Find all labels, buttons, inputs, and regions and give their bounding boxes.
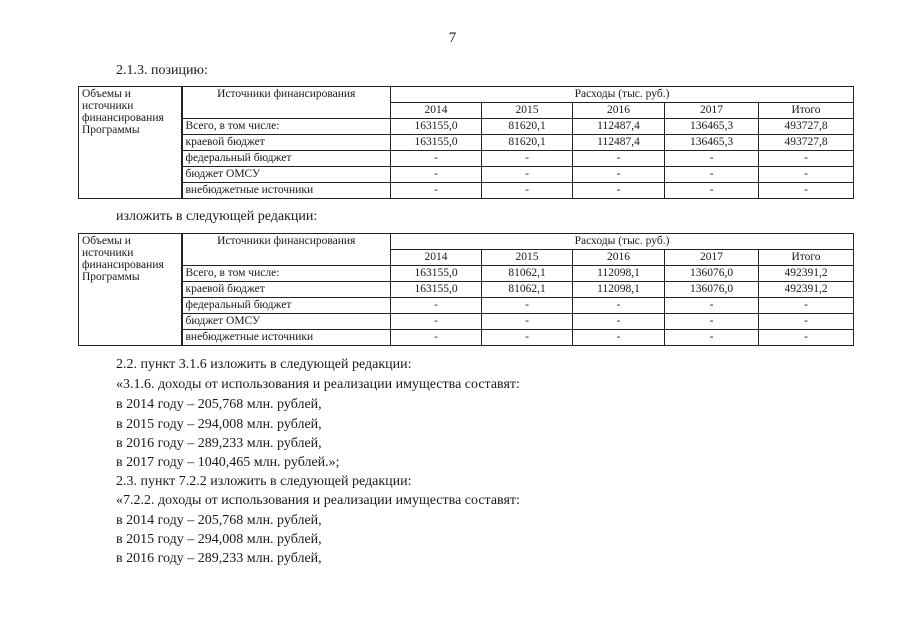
row-label: бюджет ОМСУ [182,167,391,183]
year-header: 2017 [665,250,759,266]
paragraph-line: 2.3. пункт 7.2.2 изложить в следующей редакции: [116,474,412,489]
table-row [79,183,854,199]
cell-value: - [665,151,759,167]
expense-header: Расходы (тыс. руб.) [391,234,854,250]
cell-value: - [759,183,854,199]
cell-value: - [391,330,482,346]
cell-value: 136465,3 [665,119,759,135]
cell-value: 112487,4 [573,135,665,151]
cell-value: - [573,330,665,346]
cell-value: - [759,314,854,330]
table-row [79,298,854,314]
paragraph-line: «3.1.6. доходы от использования и реализации имущества составят: [116,377,520,392]
year-header: 2017 [665,103,759,119]
cell-value: - [482,183,573,199]
paragraph-line: в 2014 году – 205,768 млн. рублей, [116,397,322,412]
paragraph-line: в 2017 году – 1040,465 млн. рублей.»; [116,455,340,470]
cell-value: 81062,1 [482,282,573,298]
row-label: бюджет ОМСУ [182,314,391,330]
cell-value: - [482,167,573,183]
source-header: Источники финансирования [182,87,391,119]
cell-value: 492391,2 [759,266,854,282]
row-label: внебюджетные источники [182,183,391,199]
row-label: краевой бюджет [182,282,391,298]
total-header: Итого [759,250,854,266]
cell-value: - [665,330,759,346]
cell-value: - [665,167,759,183]
cell-value: - [759,298,854,314]
cell-value: - [482,298,573,314]
paragraph-line: 2.2. пункт 3.1.6 изложить в следующей редакции: [116,357,412,372]
source-header: Источники финансирования [182,234,391,266]
first-col-label: Объемы и источники финансирования Программы [79,87,182,199]
cell-value: - [391,167,482,183]
table-row [79,330,854,346]
paragraph-line: в 2016 году – 289,233 млн. рублей, [116,436,322,451]
cell-value: 492391,2 [759,282,854,298]
paragraph-line: в 2015 году – 294,008 млн. рублей, [116,417,322,432]
year-header: 2015 [482,250,573,266]
cell-value: 493727,8 [759,119,854,135]
cell-value: 163155,0 [391,119,482,135]
year-header: 2014 [391,250,482,266]
row-label: федеральный бюджет [182,298,391,314]
page-number: 7 [448,30,457,46]
intro-new-edition: изложить в следующей редакции: [116,209,318,224]
row-label: федеральный бюджет [182,151,391,167]
table-row [79,266,854,282]
year-header: 2014 [391,103,482,119]
cell-value: - [573,151,665,167]
year-header: 2016 [573,250,665,266]
cell-value: - [573,167,665,183]
cell-value: 493727,8 [759,135,854,151]
table-row [79,151,854,167]
year-header: 2016 [573,103,665,119]
expense-header: Расходы (тыс. руб.) [391,87,854,103]
cell-value: 112098,1 [573,282,665,298]
table-row [79,119,854,135]
table-row [79,282,854,298]
cell-value: 81620,1 [482,135,573,151]
cell-value: - [573,183,665,199]
cell-value: - [665,183,759,199]
cell-value: 112098,1 [573,266,665,282]
row-label: краевой бюджет [182,135,391,151]
cell-value: - [482,330,573,346]
cell-value: - [391,298,482,314]
cell-value: - [665,298,759,314]
cell-value: - [665,314,759,330]
cell-value: 112487,4 [573,119,665,135]
financing-table-old [78,86,854,199]
row-label: Всего, в том числе: [182,266,391,282]
cell-value: - [759,151,854,167]
cell-value: 81062,1 [482,266,573,282]
cell-value: - [573,298,665,314]
intro-position: 2.1.3. позицию: [116,63,208,78]
cell-value: - [482,314,573,330]
financing-table-new [78,233,854,346]
total-header: Итого [759,103,854,119]
first-col-label: Объемы и источники финансирования Программы [79,234,182,346]
cell-value: - [759,330,854,346]
cell-value: 136465,3 [665,135,759,151]
cell-value: - [482,151,573,167]
cell-value: - [391,314,482,330]
table-row [79,314,854,330]
paragraph-line: в 2016 году – 289,233 млн. рублей, [116,551,322,566]
paragraph-line: в 2014 году – 205,768 млн. рублей, [116,513,322,528]
cell-value: 81620,1 [482,119,573,135]
cell-value: - [391,151,482,167]
cell-value: - [759,167,854,183]
cell-value: - [391,183,482,199]
cell-value: 163155,0 [391,135,482,151]
paragraph-line: «7.2.2. доходы от использования и реализации имущества составят: [116,493,520,508]
cell-value: 136076,0 [665,266,759,282]
row-label: Всего, в том числе: [182,119,391,135]
table-row [79,167,854,183]
table-row [79,135,854,151]
cell-value: 163155,0 [391,266,482,282]
cell-value: 163155,0 [391,282,482,298]
row-label: внебюджетные источники [182,330,391,346]
paragraph-line: в 2015 году – 294,008 млн. рублей, [116,532,322,547]
cell-value: 136076,0 [665,282,759,298]
year-header: 2015 [482,103,573,119]
cell-value: - [573,314,665,330]
